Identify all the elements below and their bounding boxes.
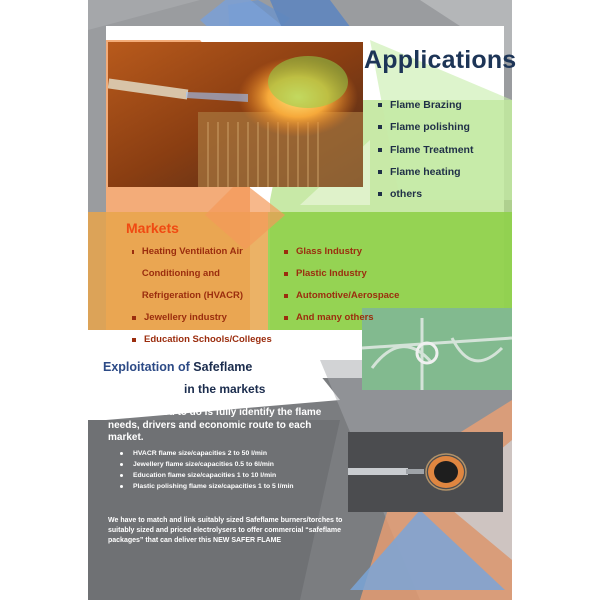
list-item: others xyxy=(378,183,473,205)
exploitation-heading: Exploitation of Safeflame xyxy=(103,360,253,374)
list-item: Glass Industry xyxy=(284,241,424,263)
capacities-list xyxy=(120,448,294,492)
list-item: Jewellery flame size/capacities 0.5 to 6l/min xyxy=(120,459,294,470)
torch-flame-photo xyxy=(348,432,503,512)
markets-heading: Markets xyxy=(126,220,179,236)
list-item: HVACR flame size/capacities 2 to 50 l/min xyxy=(120,448,294,459)
list-item: Education Schools/Colleges xyxy=(132,329,272,351)
list-item: Plastic Industry xyxy=(284,263,424,285)
list-item: Flame Treatment xyxy=(378,139,473,161)
brazing-photo xyxy=(108,42,363,187)
list-item: And many others xyxy=(284,307,424,329)
list-item: Plastic polishing flame size/capacities 1 to 5 l/min xyxy=(120,481,294,492)
list-item: Flame polishing xyxy=(378,116,473,138)
list-item: Jewellery industry xyxy=(132,307,272,329)
exploitation-paragraph: What we need to do is fully identify the flame needs, drivers and economic route to each market. xyxy=(108,407,322,443)
closing-paragraph: We have to match and link suitably sized Safeflame burners/torches to suitably sized and priced electrolysers to offer commercial “safeflame packages” that can deliver this NEW SAFER FLAME xyxy=(108,517,343,544)
list-item: Flame heating xyxy=(378,161,473,183)
applications-list xyxy=(378,94,473,205)
list-item: Automotive/Aerospace xyxy=(284,285,424,307)
markets-right-list xyxy=(284,241,424,329)
list-item: Flame Brazing xyxy=(378,94,473,116)
applications-title: Applications xyxy=(364,46,517,74)
list-item: Heating Ventilation Air Conditioning and Refrigeration (HVACR) xyxy=(132,241,272,307)
markets-left-list xyxy=(132,241,272,351)
list-item: Education flame size/capacities 1 to 10 l/min xyxy=(120,470,294,481)
exploitation-subheading: in the markets xyxy=(184,382,266,396)
